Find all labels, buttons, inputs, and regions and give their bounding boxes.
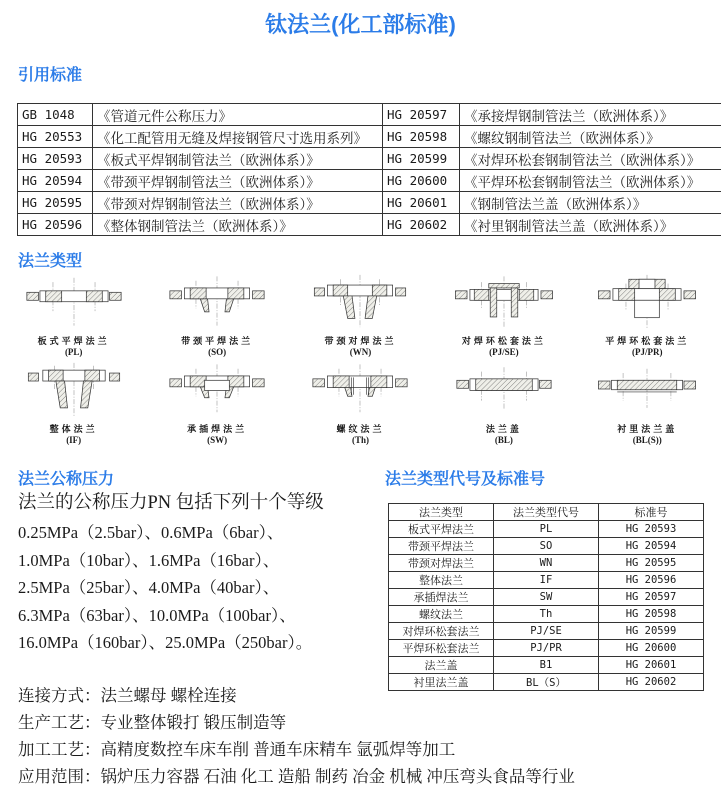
table-row [389, 657, 704, 674]
standard-title: 《平焊环松套钢制管法兰（欧洲体系）》 [460, 170, 721, 192]
standard-code: HG 20601 [383, 192, 460, 214]
column-header: 标准号 [599, 504, 704, 521]
standard-title: 《钢制管法兰盖（欧洲体系）》 [460, 192, 721, 214]
table-row [18, 214, 721, 236]
info-label: 加工工艺： [18, 740, 101, 759]
flange-type-cell: 对焊环松套法兰 [389, 623, 494, 640]
info-label: 连接方式： [18, 686, 101, 705]
flange-drawing-icon [146, 360, 288, 418]
flange-type-cell: 承插焊法兰 [389, 589, 494, 606]
standard-title: 《承接焊钢制管法兰（欧洲体系）》 [460, 104, 721, 126]
flange-code: (IF) [66, 435, 82, 445]
pressure-line: 1.0MPa（10bar）、1.6MPa（16bar）、 [18, 550, 280, 570]
flange-type-cell: 螺纹法兰 [389, 606, 494, 623]
standard-no-cell: HG 20602 [599, 674, 704, 691]
flange-drawing-icon [3, 360, 145, 418]
standard-title: 《带颈平焊钢制管法兰（欧洲体系）》 [93, 170, 383, 192]
standard-no-cell: HG 20593 [599, 521, 704, 538]
column-header: 法兰类型 [389, 504, 494, 521]
standard-code: HG 20594 [18, 170, 93, 192]
flange-drawing-icon [146, 272, 288, 330]
flange-type-cell: 板式平焊法兰 [389, 521, 494, 538]
standard-code: HG 20595 [18, 192, 93, 214]
pressure-line: 16.0MPa（160bar）、25.0MPa（250bar）。 [18, 633, 313, 652]
flange-figure-wn [289, 272, 431, 357]
flange-name: 平焊环松套法兰 [605, 336, 690, 346]
type-code-cell: Th [494, 606, 599, 623]
pressure-line: 2.5MPa（25bar）、4.0MPa（40bar）、 [18, 578, 280, 597]
type-code-cell: B1 [494, 657, 599, 674]
flange-code: (Th) [351, 435, 369, 445]
flange-figure-pjse [433, 272, 575, 357]
type-code-cell: WN [494, 555, 599, 572]
flange-figure-bls [576, 360, 718, 445]
standard-code: HG 20598 [383, 126, 460, 148]
flange-figure-row-1 [2, 272, 719, 357]
standard-code: HG 20596 [18, 214, 93, 236]
flange-figure-pl [3, 272, 145, 357]
flange-name: 带颈对焊法兰 [324, 336, 397, 346]
flange-figure-if [3, 360, 145, 445]
flange-type-cell: 平焊环松套法兰 [389, 640, 494, 657]
standard-code: HG 20600 [383, 170, 460, 192]
flange-name: 衬里法兰盖 [617, 424, 678, 434]
table-row [389, 640, 704, 657]
column-header: 法兰类型代号 [494, 504, 599, 521]
flange-drawing-icon [289, 360, 431, 418]
standard-title: 《化工配管用无缝及焊接钢管尺寸选用系列》 [93, 126, 383, 148]
flange-code: (PJ/PR) [632, 347, 663, 357]
table-row [18, 126, 721, 148]
table-row [389, 555, 704, 572]
standard-no-cell: HG 20597 [599, 589, 704, 606]
flange-figure-so [146, 272, 288, 357]
pressure-line: 0.25MPa（2.5bar）、0.6MPa（6bar）、 [18, 523, 284, 542]
section-heading-referenced-standards: 引用标准 [18, 67, 83, 84]
type-code-cell: SO [494, 538, 599, 555]
section-heading-nominal-pressure: 法兰公称压力 [18, 471, 115, 488]
flange-name: 整体法兰 [49, 424, 98, 434]
flange-drawing-icon [433, 360, 575, 418]
flange-type-cell: 衬里法兰盖 [389, 674, 494, 691]
standard-title: 《板式平焊钢制管法兰（欧洲体系）》 [93, 148, 383, 170]
flange-name: 板式平焊法兰 [37, 336, 110, 346]
table-row [18, 148, 721, 170]
flange-name: 对焊环松套法兰 [461, 336, 546, 346]
standard-code: HG 20597 [383, 104, 460, 126]
table-row [389, 606, 704, 623]
flange-figure-sw [146, 360, 288, 445]
flange-drawing-icon [576, 360, 718, 418]
info-line-production [18, 709, 718, 736]
standard-code: GB 1048 [18, 104, 93, 126]
referenced-standards-table [17, 103, 721, 236]
flange-type-cell: 整体法兰 [389, 572, 494, 589]
type-code-cell: PJ/SE [494, 623, 599, 640]
info-label: 生产工艺： [18, 713, 101, 732]
standard-title: 《对焊环松套钢制管法兰（欧洲体系）》 [460, 148, 721, 170]
standard-no-cell: HG 20598 [599, 606, 704, 623]
page-title: 钛法兰(化工部标准) [265, 12, 456, 37]
flange-type-cell: 带颈平焊法兰 [389, 538, 494, 555]
standard-no-cell: HG 20601 [599, 657, 704, 674]
table-row [18, 170, 721, 192]
info-line-connection [18, 682, 718, 709]
flange-code: (SO) [208, 347, 227, 357]
type-code-cell: IF [494, 572, 599, 589]
pressure-line: 6.3MPa（63bar）、10.0MPa（100bar）、 [18, 605, 296, 625]
flange-figure-pjpr [576, 272, 718, 357]
flange-code: (SW) [207, 435, 228, 445]
pressure-text-block [18, 488, 388, 657]
pressure-intro: 法兰的公称压力PN 包括下列十个等级 [18, 493, 324, 513]
flange-name: 带颈平焊法兰 [181, 336, 254, 346]
table-row [389, 623, 704, 640]
type-code-cell: BL（S） [494, 674, 599, 691]
flange-drawing-icon [3, 272, 145, 330]
type-code-cell: SW [494, 589, 599, 606]
table-row [389, 572, 704, 589]
flange-figure-row-2 [2, 360, 719, 445]
flange-figure-bl [433, 360, 575, 445]
standard-code: HG 20599 [383, 148, 460, 170]
standard-title: 《带颈对焊钢制管法兰（欧洲体系）》 [93, 192, 383, 214]
standard-no-cell: HG 20594 [599, 538, 704, 555]
info-text: 高精度数控车床车削 普通车床精车 氩弧焊等加工 [100, 740, 456, 759]
flange-name: 承插焊法兰 [187, 424, 248, 434]
section-heading-flange-types: 法兰类型 [18, 253, 83, 270]
standard-no-cell: HG 20600 [599, 640, 704, 657]
table-row [389, 521, 704, 538]
type-code-cell: PJ/PR [494, 640, 599, 657]
info-text: 锅炉压力容器 石油 化工 造船 制药 冶金 机械 冲压弯头食品等行业 [100, 767, 575, 786]
flange-drawing-icon [289, 272, 431, 330]
standard-title: 《螺纹钢制管法兰（欧洲体系）》 [460, 126, 721, 148]
table-row [18, 192, 721, 214]
table-row [389, 538, 704, 555]
table-header-row [389, 504, 704, 521]
flange-type-cell: 带颈对焊法兰 [389, 555, 494, 572]
footer-info-block [18, 682, 718, 790]
standard-no-cell: HG 20599 [599, 623, 704, 640]
standard-title: 《整体钢制管法兰（欧洲体系）》 [93, 214, 383, 236]
flange-type-cell: 法兰盖 [389, 657, 494, 674]
flange-code: (PL) [64, 347, 83, 357]
standard-title: 《管道元件公称压力》 [93, 104, 383, 126]
info-line-application [18, 763, 718, 790]
standard-no-cell: HG 20595 [599, 555, 704, 572]
flange-code: (WN) [349, 347, 372, 357]
flange-code: (BL(S)) [632, 435, 662, 445]
type-codes-table [388, 503, 704, 691]
type-code-cell: PL [494, 521, 599, 538]
info-text: 专业整体锻打 锻压制造等 [100, 713, 287, 732]
flange-code: (BL) [494, 435, 513, 445]
standard-code: HG 20593 [18, 148, 93, 170]
flange-name: 法兰盖 [485, 424, 522, 434]
section-heading-type-codes: 法兰类型代号及标准号 [385, 471, 546, 488]
flange-code: (PJ/SE) [489, 347, 519, 357]
table-row [18, 104, 721, 126]
flange-figure-th [289, 360, 431, 445]
info-label: 应用范围： [18, 767, 101, 786]
flange-drawing-icon [433, 272, 575, 330]
info-line-machining [18, 736, 718, 763]
table-row [389, 589, 704, 606]
standard-no-cell: HG 20596 [599, 572, 704, 589]
info-text: 法兰螺母 螺栓连接 [100, 686, 237, 705]
standard-code: HG 20553 [18, 126, 93, 148]
standard-code: HG 20602 [383, 214, 460, 236]
standard-title: 《衬里钢制管法兰盖（欧洲体系）》 [460, 214, 721, 236]
flange-drawing-icon [576, 272, 718, 330]
flange-name: 螺纹法兰 [336, 424, 385, 434]
